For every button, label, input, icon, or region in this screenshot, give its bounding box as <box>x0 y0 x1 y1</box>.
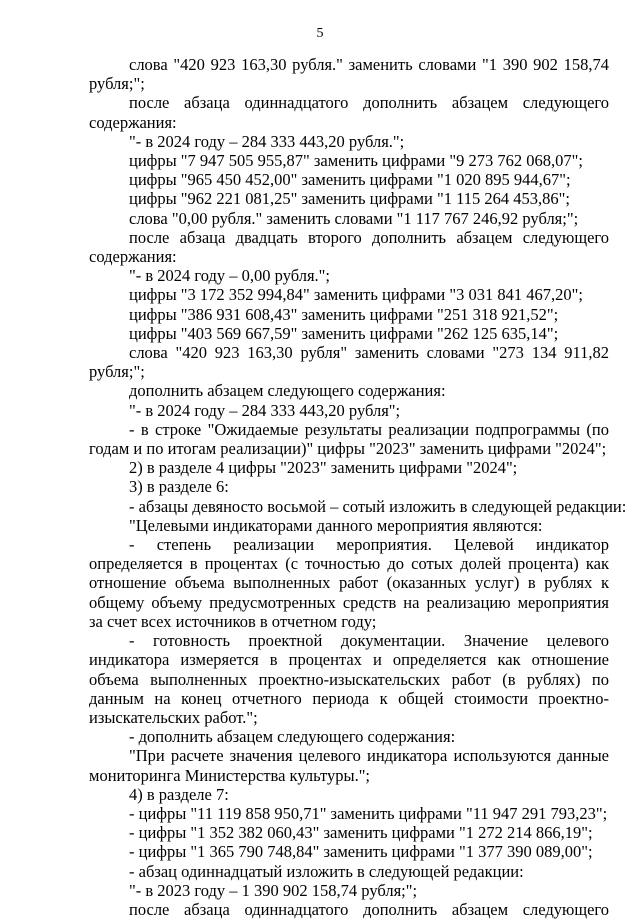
paragraph: 3) в разделе 6: <box>129 477 229 497</box>
paragraph: - цифры "1 365 790 748,84" заменить цифрами "1 377 390 089,00"; <box>129 842 593 862</box>
document-body <box>89 55 627 919</box>
paragraph: "- в 2024 году – 284 333 443,20 рубля"; <box>129 400 401 420</box>
paragraph: - цифры "11 119 858 950,71" заменить цифрами "11 947 291 793,23"; <box>129 803 608 823</box>
paragraph: 2) в разделе 4 цифры "2023" заменить цифрами "2024"; <box>129 458 518 478</box>
paragraph: после абзаца одиннадцатого дополнить абзацем следующего <box>129 899 609 919</box>
paragraph: цифры "386 931 608,43" заменить цифрами "251 318 921,52"; <box>129 304 559 324</box>
paragraph: после абзаца одиннадцатого дополнить абзацем следующего содержания: <box>89 93 609 132</box>
paragraph: слова "420 923 163,30 рубля." заменить словами "1 390 902 158,74 рубля;"; <box>89 55 609 94</box>
paragraph: после абзаца двадцать второго дополнить абзацем следующего содержания: <box>89 227 609 267</box>
paragraph: - в строке "Ожидаемые результаты реализации подпрограммы (по годам и по итогам реализации)" цифры "2023" заменить цифрами "2024"; <box>89 419 609 459</box>
paragraph: слова "0,00 рубля." заменить словами "1 117 767 246,92 рубля;"; <box>129 208 579 228</box>
paragraph: - дополнить абзацем следующего содержания: <box>129 727 456 747</box>
paragraph: - цифры "1 352 382 060,43" заменить цифрами "1 272 214 866,19"; <box>129 823 593 843</box>
paragraph: цифры "965 450 452,00" заменить цифрами "1 020 895 944,67"; <box>129 170 571 190</box>
paragraph: - готовность проектной документации. Значение целевого индикатора измеряется в процентах и определяется как отношение объема выполненных проектно-изыскательских работ (в рублях) по данным на конец отчетного периода к общей стоимости проектно-изыскательских работ."; <box>89 631 609 727</box>
paragraph: - абзацы девяносто восьмой – сотый изложить в следующей редакции: <box>129 496 627 516</box>
paragraph: "- в 2023 году – 1 390 902 158,74 рубля;"; <box>129 880 418 900</box>
paragraph: - степень реализации мероприятия. Целевой индикатор определяется в процентах (с точностью до сотых долей процента) как отношение объема выполненных работ (оказанных услуг) в рублях к общему объему предусмотренных средств на реализацию мероприятия за счет всех источников в отчетном году; <box>89 535 609 631</box>
page-number: 5 <box>316 26 324 41</box>
paragraph: цифры "962 221 081,25" заменить цифрами "1 115 264 453,86"; <box>129 189 570 209</box>
paragraph: "Целевыми индикаторами данного мероприятия являются: <box>129 515 543 535</box>
paragraph: цифры "403 569 667,59" заменить цифрами "262 125 635,14"; <box>129 323 559 343</box>
paragraph: "- в 2024 году – 284 333 443,20 рубля."; <box>129 131 405 151</box>
paragraph: "При расчете значения целевого индикатора используются данные мониторинга Министерства культуры."; <box>89 746 609 785</box>
paragraph: цифры "3 172 352 994,84" заменить цифрами "3 031 841 467,20"; <box>129 285 583 305</box>
paragraph: дополнить абзацем следующего содержания: <box>129 381 446 401</box>
paragraph: "- в 2024 году – 0,00 рубля."; <box>129 266 330 286</box>
paragraph: цифры "7 947 505 955,87" заменить цифрами "9 273 762 068,07"; <box>129 151 583 171</box>
paragraph: 4) в разделе 7: <box>129 784 229 804</box>
paragraph: слова "420 923 163,30 рубля" заменить словами "273 134 911,82 рубля;"; <box>89 343 609 382</box>
paragraph: - абзац одиннадцатый изложить в следующей редакции: <box>129 861 524 881</box>
